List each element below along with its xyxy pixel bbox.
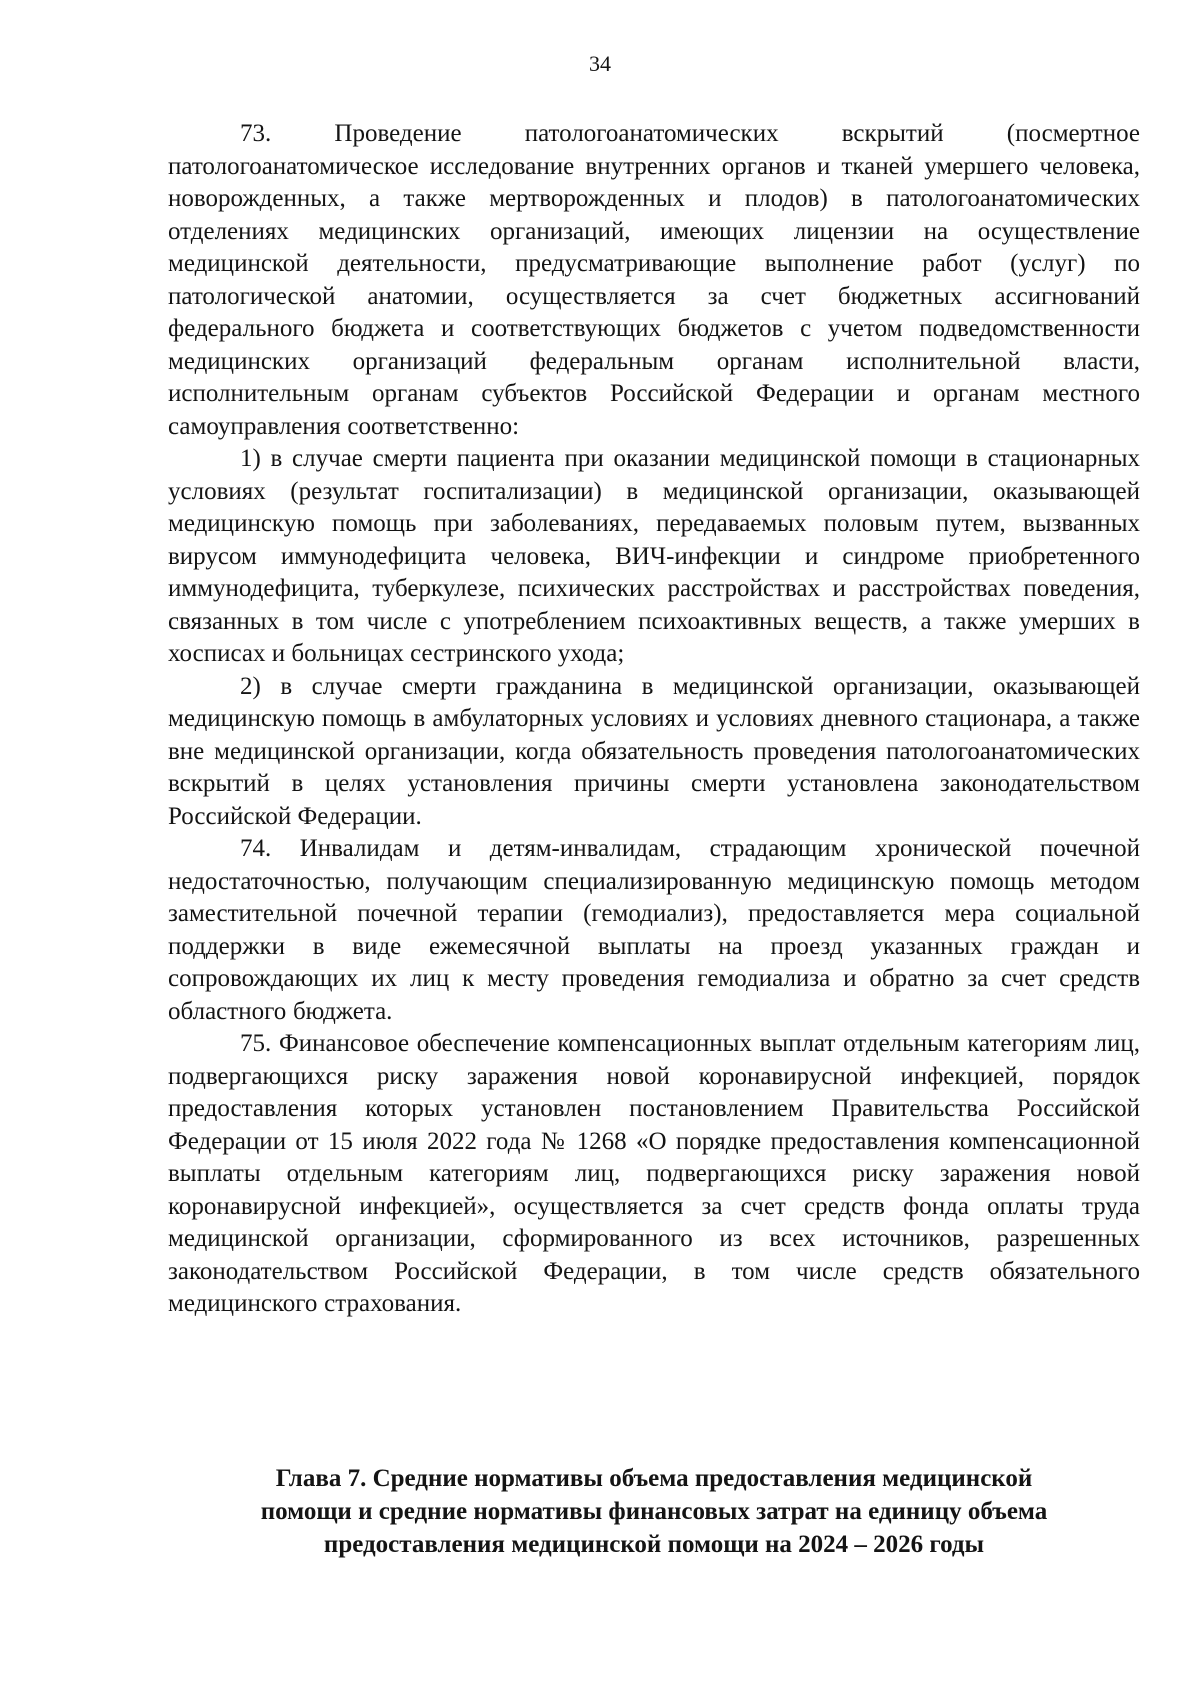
chapter-heading-line-3: предоставления медицинской помощи на 2024 – 2026 годы <box>323 1531 985 1558</box>
chapter-heading <box>168 1462 1140 1561</box>
document-body <box>168 118 1140 1321</box>
paragraph-73-item-1: 1) в случае смерти пациента при оказании медицинской помощи в стационарных условиях (результат госпитализации) в медицинской организации, оказывающей медицинскую помощь при заболеваниях, передаваемых половым путем, вызванных вирусом иммунодефицита человека, ВИЧ-инфекции и синдроме приобретенного иммунодефицита, туберкулезе, психических расстройствах и расстройствах поведения, связанных в том числе с употреблением психоактивных веществ, а также умерших в хосписах и больницах сестринского ухода; <box>168 445 1140 667</box>
paragraph-73-item-2: 2) в случае смерти гражданина в медицинской организации, оказывающей медицинскую помощь в амбулаторных условиях и условиях дневного стационара, а также вне медицинской организации, когда обязательность проведения патологоанатомических вскрытий в целях установления причины смерти установлена законодательством Российской Федерации. <box>168 672 1140 830</box>
paragraph-73: 73. Проведение патологоанатомических вскрытий (посмертное патологоанатомическое исследование внутренних органов и тканей умершего человека, новорожденных, а также мертворожденных и плодов) в патологоанатомических отделениях медицинских организаций, имеющих лицензии на осуществление медицинской деятельности, предусматривающие выполнение работ (услуг) по патологической анатомии, осуществляется за счет бюджетных ассигнований федерального бюджета и соответствующих бюджетов с учетом подведомственности медицинских организаций федеральным органам исполнительной власти, исполнительным органам субъектов Российской Федерации и органам местного самоуправления соответственно: <box>168 120 1140 440</box>
page-number: 34 <box>589 51 611 76</box>
paragraph-75: 75. Финансовое обеспечение компенсационных выплат отдельным категориям лиц, подвергающихся риску заражения новой коронавирусной инфекцией, порядок предоставления которых установлен постановлением Правительства Российской Федерации от 15 июля 2022 года № 1268 «О порядке предоставления компенсационной выплаты отдельным категориям лиц, подвергающихся риску заражения новой коронавирусной инфекцией», осуществляется за счет средств фонда оплаты труда медицинской организации, сформированного из всех источников, разрешенных законодательством Российской Федерации, в том числе средств обязательного медицинского страхования. <box>168 1030 1140 1317</box>
paragraph-74: 74. Инвалидам и детям-инвалидам, страдающим хронической почечной недостаточностью, получающим специализированную медицинскую помощь методом заместительной почечной терапии (гемодиализ), предоставляется мера социальной поддержки в виде ежемесячной выплаты на проезд указанных граждан и сопровождающих их лиц к месту проведения гемодиализа и обратно за счет средств областного бюджета. <box>168 835 1140 1025</box>
chapter-heading-line-1: Глава 7. Средние нормативы объема предоставления медицинской <box>275 1465 1033 1492</box>
chapter-heading-line-2: помощи и средние нормативы финансовых затрат на единицу объема <box>260 1498 1048 1525</box>
